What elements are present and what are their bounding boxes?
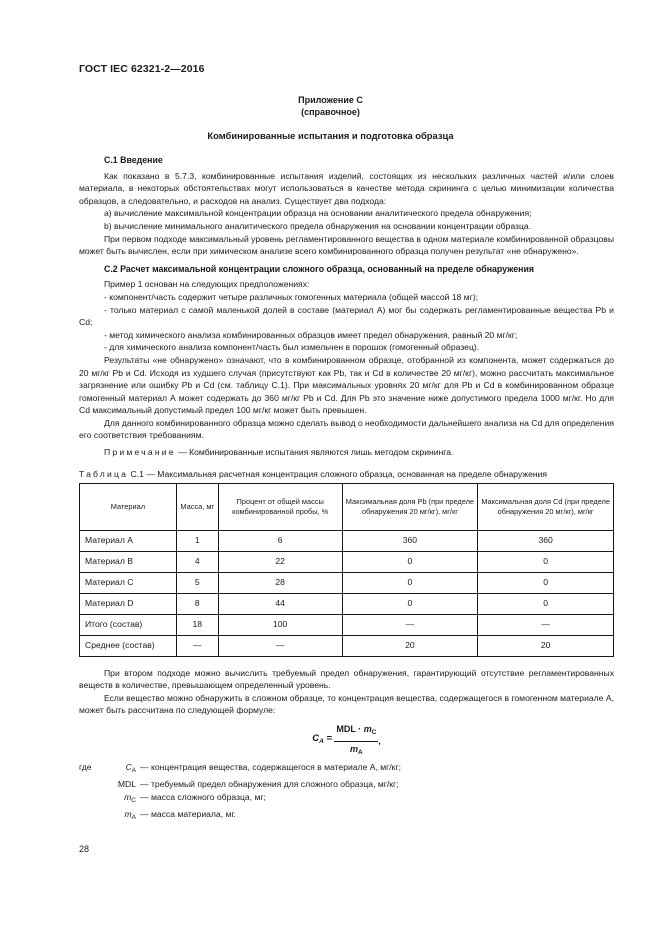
table-cell: 0	[342, 572, 478, 593]
column-header: Процент от общей массы комбинированной пробы, %	[218, 483, 342, 530]
definition-row	[79, 791, 614, 808]
table-cell: 20	[342, 635, 478, 656]
table-row	[80, 614, 614, 635]
definition-row	[79, 808, 614, 825]
table-cell: 22	[218, 551, 342, 572]
table-row	[80, 635, 614, 656]
table-cell: 360	[342, 530, 478, 551]
list-item-b: b) вычисление минимального аналитического предела обнаружения на основании концентрации образца.	[104, 220, 532, 231]
table-cell: 8	[176, 593, 218, 614]
paragraph: При втором подходе можно вычислить требуемый предел обнаружения, гарантирующий отсутствие регламентированных веществ в количестве, превышающем определенный уровень.	[79, 667, 614, 691]
column-header: Масса, мг	[176, 483, 218, 530]
table-row	[80, 530, 614, 551]
table-cell: Материал С	[80, 572, 177, 593]
table-cell: —	[478, 614, 614, 635]
list-item: - для химического анализа компонент/часть был измельчен в порошок (гомогенный образец).	[104, 342, 480, 353]
column-header: Максимальная доля Pb (при пределе обнаружения 20 мг/кг), мг/кг	[342, 483, 478, 530]
definition-row	[79, 761, 614, 778]
list-item: - только материал с самой маленькой долей в составе (материал А) мог бы содержать регламентированные вещества Pb и Cd;	[79, 304, 614, 328]
table-cell: 44	[218, 593, 342, 614]
table-cell: 0	[478, 551, 614, 572]
section-heading-c2: С.2 Расчет максимальной концентрации сложного образца, основанный на пределе обнаружения	[104, 263, 535, 274]
table-cell: 0	[342, 551, 478, 572]
section-heading-c1: С.1 Введение	[104, 155, 163, 165]
table-cell: 4	[176, 551, 218, 572]
paragraph: Пример 1 основан на следующих предположениях:	[104, 279, 310, 290]
table-cell: Материал А	[80, 530, 177, 551]
formula-numerator: MDL · $m_C$	[334, 723, 378, 742]
table-caption	[79, 469, 614, 480]
definition-symbol: MDL	[117, 778, 136, 789]
table-caption-label: Таблица	[79, 468, 129, 479]
standard-header: ГОСТ IEC 62321-2—2016	[79, 63, 205, 75]
list-item: - метод химического анализа комбинированных образцов имеет предел обнаружения, равный 20 мг/кг;	[104, 329, 518, 340]
variable-definitions	[79, 761, 614, 824]
table-cell: 20	[478, 635, 614, 656]
table-cell: —	[218, 635, 342, 656]
formula-denominator: $m_A$	[350, 743, 363, 756]
table-cell: Среднее (состав)	[80, 635, 177, 656]
table-cell: Итого (состав)	[80, 614, 177, 635]
formula	[79, 723, 614, 757]
table-cell: 0	[342, 593, 478, 614]
paragraph: При первом подходе максимальный уровень регламентированного вещества в одном материале комбинированной образцовы может быть вычислен, если при химическом анализе всего комбинированного образца получен результат «не обнаружено».	[79, 233, 614, 257]
table-row	[80, 572, 614, 593]
table-header-row	[80, 483, 614, 530]
definition-symbol: $m_C$	[124, 792, 136, 805]
table-cell: 360	[478, 530, 614, 551]
table-cell: Материал D	[80, 593, 177, 614]
definition-symbol: $C_A$	[125, 762, 136, 775]
appendix-label: Приложение С	[298, 95, 363, 105]
definition-symbol: $m_A$	[124, 808, 136, 821]
table-cell: 1	[176, 530, 218, 551]
table-cell: 100	[218, 614, 342, 635]
definition-text: — масса сложного образца, мг;	[140, 792, 266, 803]
list-item: - компонент/часть содержит четыре различных гомогенных материала (общей массой 18 мг);	[104, 291, 479, 302]
appendix-type: (справочное)	[301, 107, 360, 117]
table-cell: Материал В	[80, 551, 177, 572]
table-cell: 18	[176, 614, 218, 635]
table-cell: —	[342, 614, 478, 635]
table-caption-text: С.1 — Максимальная расчетная концентрация сложного образца, основанная на пределе обнаружения	[128, 468, 548, 479]
table-cell: 28	[218, 572, 342, 593]
definition-row	[79, 778, 614, 792]
data-table	[79, 483, 614, 657]
column-header: Максимальная доля Cd (при пределе обнаружения 20 мг/кг), мг/кг	[478, 483, 614, 530]
page-number: 28	[79, 844, 90, 854]
paragraph: Если вещество можно обнаружить в сложном образце, то концентрация вещества, содержащегося в гомогенном материале А, может быть рассчитана по следующей формуле:	[79, 692, 614, 716]
main-content	[79, 154, 614, 824]
definition-text: — требуемый предел обнаружения для сложного образца, мг/кг;	[140, 778, 399, 789]
note	[79, 446, 614, 459]
appendix-title: Комбинированные испытания и подготовка образца	[207, 130, 454, 141]
table-cell: 0	[478, 572, 614, 593]
table-row	[80, 593, 614, 614]
note-label: Примечание	[104, 447, 176, 458]
table-cell: 0	[478, 593, 614, 614]
list-item-a: а) вычисление максимальной концентрации образца на основании аналитического предела обнаружения;	[104, 208, 532, 219]
note-text: — Комбинированные испытания являются лишь методом скрининга.	[175, 447, 454, 458]
definition-text: — концентрация вещества, содержащегося в материале А, мг/кг;	[140, 762, 401, 773]
where-label: где	[79, 762, 92, 773]
paragraph: Для данного комбинированного образца можно сделать вывод о необходимости дальнейшего анализа на Cd для определения его соответствия требованиям.	[79, 417, 614, 441]
table-row	[80, 551, 614, 572]
definition-text: — масса материала, мг.	[140, 808, 236, 819]
paragraph: Результаты «не обнаружено» означают, что в комбинированном образце, отобранной из компонента, может содержаться до 20 мг/кг Pb и Cd. Исходя из худшего случая (присутствуют как Pb, так и Cd в количестве 20 мг/кг), можно рассчитать максимальное загрязнение или ошибку Pb и Cd (см. таблицу С.1). При максимальных уровнях 20 мг/кг для Pb и Cd в комбинированном образце гомогенный материал А может содержать до 360 мг/кг Pb и Cd. Для Pb это значение ниже допустимого предела 1000 мг/кг. Но для Cd максимальный допустимый предел 100 мг/кг может быть превышен.	[79, 354, 614, 416]
table-cell: —	[176, 635, 218, 656]
table-cell: 6	[218, 530, 342, 551]
column-header: Материал	[80, 483, 177, 530]
formula-fraction	[334, 723, 381, 759]
formula-lhs: $C_A$ =	[312, 733, 332, 746]
formula-comma: ,	[378, 735, 381, 746]
table-cell: 5	[176, 572, 218, 593]
paragraph: Как показано в 5.7.3, комбинированные испытания изделий, состоящих из нескольких различных частей и/или слоев материала, в некоторых обстоятельствах могут использоваться в качестве метода скрининга с целью минимизации количества образцов, а следовательно, и расходов на анализ. Существует два подхода:	[79, 170, 614, 206]
